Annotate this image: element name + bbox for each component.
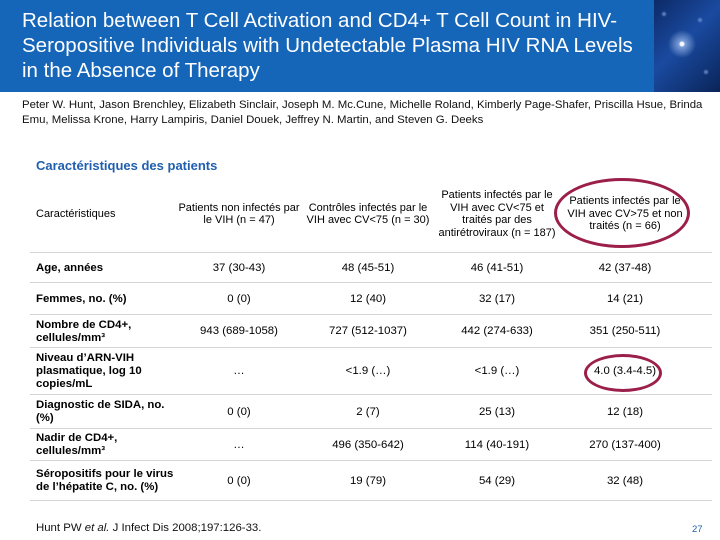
row-label: Séropositifs pour le virus de l’hépatite C, no. (%) bbox=[36, 468, 174, 493]
table-row bbox=[30, 395, 712, 429]
table-cell: … bbox=[233, 365, 245, 377]
table-cell: 32 (48) bbox=[606, 474, 644, 487]
table-cell: 14 (21) bbox=[606, 292, 644, 305]
header-cell-characteristics: Caractéristiques bbox=[36, 207, 116, 220]
reference-et-al: et al. bbox=[84, 522, 110, 534]
table-cell: 943 (689-1058) bbox=[200, 325, 278, 337]
table-cell: 270 (137-400) bbox=[589, 438, 661, 451]
table-cell: 496 (350-642) bbox=[332, 438, 404, 451]
table-cell: 442 (274-633) bbox=[461, 325, 533, 337]
table-cell: 25 (13) bbox=[478, 405, 516, 418]
page-number: 27 bbox=[692, 524, 703, 535]
header-cell-controllers: Contrôles infectés par le VIH avec CV<75 (n = 30) bbox=[306, 201, 430, 226]
header-cell-treated: Patients infectés par le VIH avec CV<75 et traités par des antirétroviraux (n = 187) bbox=[438, 189, 556, 239]
table-cell: 37 (30-43) bbox=[212, 261, 266, 274]
row-label: Nadir de CD4+, cellules/mm³ bbox=[36, 432, 118, 457]
banner-image bbox=[654, 0, 720, 92]
row-label: Age, années bbox=[36, 261, 104, 274]
table-cell: 114 (40-191) bbox=[464, 438, 530, 451]
table-cell: 2 (7) bbox=[356, 405, 380, 418]
row-label: Nombre de CD4+, cellules/mm³ bbox=[36, 318, 132, 344]
table-row bbox=[30, 283, 712, 315]
row-label: Diagnostic de SIDA, no. (%) bbox=[36, 399, 165, 424]
table-cell: 19 (79) bbox=[349, 474, 387, 487]
table-cell: 351 (250-511) bbox=[589, 325, 661, 337]
reference-citation bbox=[36, 522, 261, 534]
table-cell: 4.0 (3.4-4.5) bbox=[593, 365, 657, 377]
table-cell: 0 (0) bbox=[227, 405, 251, 418]
table-cell: 48 (45-51) bbox=[341, 261, 395, 274]
author-list: Peter W. Hunt, Jason Brenchley, Elizabeth Sinclair, Joseph M. Mc.Cune, Michelle Roland, Kimberly Page-Shafer, Priscilla Hsue, Brinda Emu, Melissa Krone, Harry Lampiris, Daniel Douek, Jeffrey N. Martin, and Steven G. Deeks bbox=[22, 99, 703, 126]
table-cell: 727 (512-1037) bbox=[329, 325, 407, 337]
table-row bbox=[30, 315, 712, 348]
table-row bbox=[30, 429, 712, 461]
highlight-oval-untreated-header bbox=[554, 178, 690, 248]
highlight-oval-viral-load bbox=[584, 354, 662, 392]
table-cell: 0 (0) bbox=[227, 474, 251, 487]
table-cell: 54 (29) bbox=[478, 474, 516, 487]
table-cell: 42 (37-48) bbox=[598, 261, 652, 274]
table-cell: 32 (17) bbox=[478, 292, 516, 305]
section-title: Caractéristiques des patients bbox=[36, 158, 218, 173]
title-banner bbox=[0, 0, 720, 92]
table-cell: <1.9 (…) bbox=[345, 365, 391, 377]
table-row bbox=[30, 461, 712, 501]
table-cell: 46 (41-51) bbox=[470, 261, 524, 274]
table-cell: 12 (18) bbox=[606, 405, 644, 418]
reference-authors: Hunt PW bbox=[36, 522, 85, 534]
table-cell: 12 (40) bbox=[349, 292, 387, 305]
row-label: Niveau d’ARN-VIH plasmatique, log 10 copies/mL bbox=[36, 352, 142, 390]
reference-journal: J Infect Dis 2008;197:126-33. bbox=[109, 522, 262, 534]
header-cell-untreated: Patients infectés par le VIH avec CV>75 et non traités (n = 66) bbox=[567, 195, 683, 233]
table-row bbox=[30, 253, 712, 283]
row-label: Femmes, no. (%) bbox=[36, 292, 127, 305]
table-cell: <1.9 (…) bbox=[474, 365, 520, 377]
table-cell: … bbox=[233, 438, 245, 451]
slide-title: Relation between T Cell Activation and CD4+ T Cell Count in HIV-Seropositive Individuals with Undetectable Plasma HIV RNA Levels in the Absence of Therapy bbox=[22, 9, 633, 82]
header-cell-uninfected: Patients non infectés par le VIH (n = 47) bbox=[178, 201, 300, 226]
table-cell: 0 (0) bbox=[227, 292, 251, 305]
